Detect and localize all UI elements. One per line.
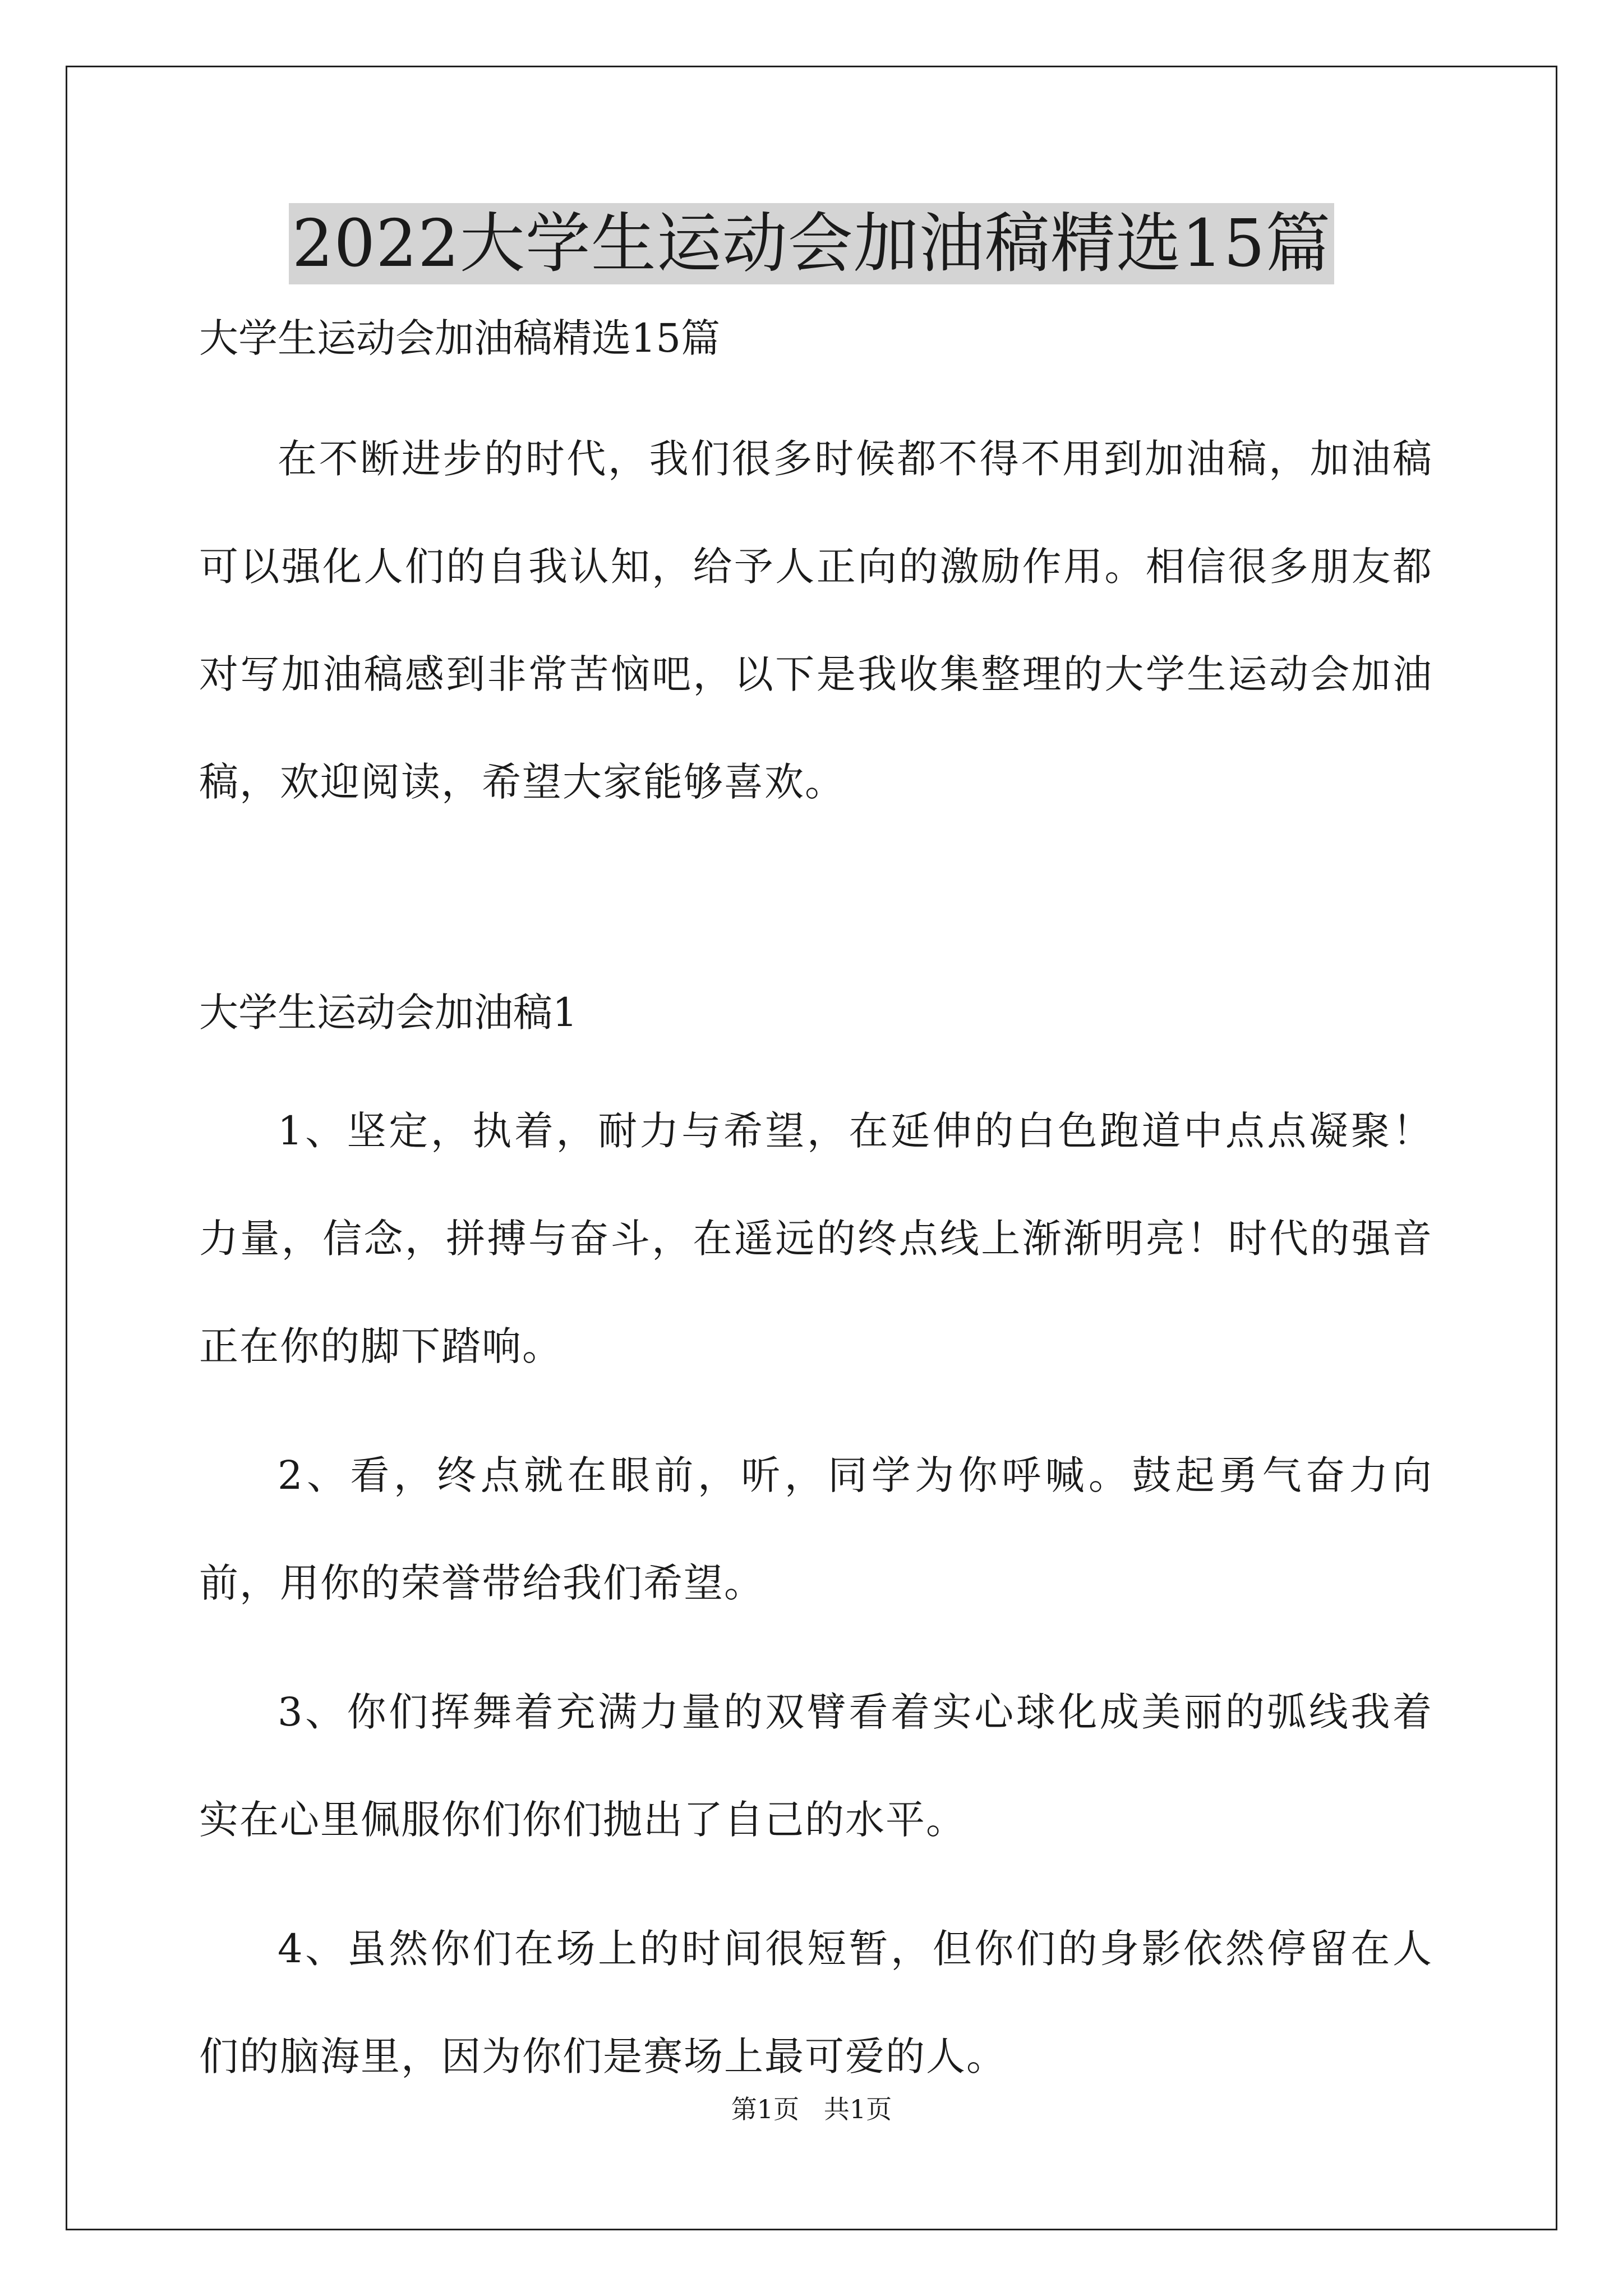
- cheer-item: 1、坚定，执着，耐力与希望，在延伸的白色跑道中点点凝聚！力量，信念，拼搏与奋斗，在遥远的终点线上渐渐明亮！时代的强音正在你的脚下踏响。: [199, 1108, 1433, 1369]
- document-title: 2022大学生运动会加油稿精选15篇: [289, 203, 1335, 284]
- cheer-item: 4、虽然你们在场上的时间很短暂，但你们的身影依然停留在人们的脑海里，因为你们是赛场上最可爱的人。: [199, 1926, 1433, 2079]
- cheer-item: 3、你们挥舞着充满力量的双臂看着实心球化成美丽的弧线我着实在心里佩服你们你们抛出了自己的水平。: [199, 1689, 1433, 1843]
- page-footer: 第1页 共1页: [731, 2094, 892, 2124]
- intro-paragraph: 在不断进步的时代，我们很多时候都不得不用到加油稿，加油稿可以强化人们的自我认知，给予人正向的激励作用。相信很多朋友都对写加油稿感到非常苦恼吧，以下是我收集整理的大学生运动会加油稿，欢迎阅读，希望大家能够喜欢。: [199, 436, 1433, 805]
- document-subtitle: 大学生运动会加油稿精选15篇: [199, 315, 721, 361]
- document-body: [199, 307, 1433, 2110]
- title-container: [0, 203, 1623, 284]
- cheer-list: [199, 1077, 1433, 2110]
- cheer-item: 2、看，终点就在眼前，听，同学为你呼喊。鼓起勇气奋力向前，用你的荣誉带给我们希望。: [199, 1452, 1433, 1606]
- section-heading: 大学生运动会加油稿1: [199, 990, 578, 1036]
